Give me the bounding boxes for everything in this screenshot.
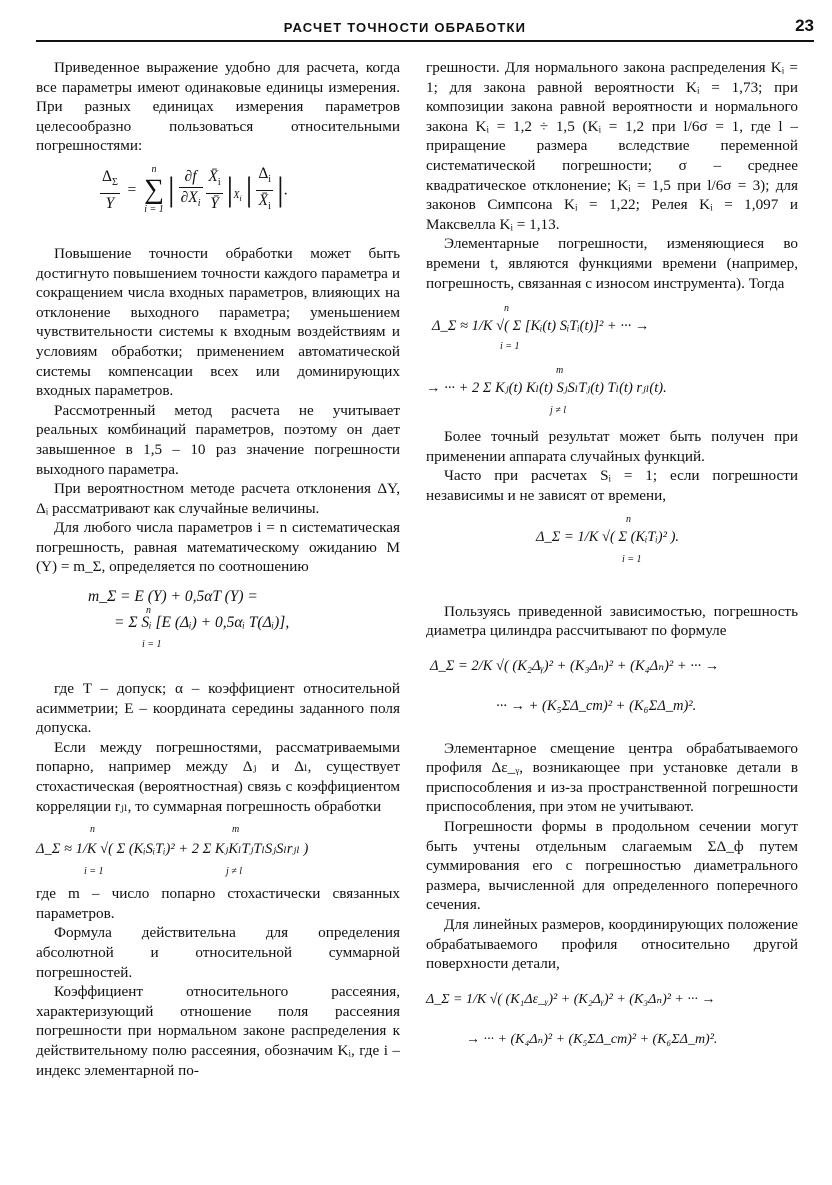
running-header: [36, 10, 814, 42]
left-paragraph-2: Повышение точности обработки может быть достигнуто повышением точности каждого параметра и сокращением числа входных параметров, влияющих на отклонение выходного параметра; уменьшением чувствительности системы к входным воздействиям и условиям обработки; применением автоматической системы компенсации всех или доминирующих входных параметров.: [36, 244, 400, 400]
running-title: РАСЧЕТ ТОЧНОСТИ ОБРАБОТКИ: [283, 20, 527, 35]
left-paragraph-5: Для любого числа параметров i = n систематическая погрешность, равная математическому ожиданию M (Y) = m_Σ, определяется по соотношению: [36, 519, 400, 576]
left-paragraph-4: При вероятностном методе расчета отклонения ΔY, Δᵢ рассматривают как случайные величины.: [36, 480, 400, 517]
right-paragraph-5: Пользуясь приведенной зависимостью, погрешность диаметра цилиндра рассчитывают по формуле: [426, 602, 798, 640]
equation-systematic-error: m_Σ = E (Y) + 0,5αT (Y) = n i = 1 = Σ Sᵢ [E (Δᵢ) + 0,5αᵢ T(Δᵢ)],: [88, 588, 290, 650]
right-paragraph-1: грешности. Для нормального закона распределения Kᵢ = 1; для закона равной вероятности Kᵢ = 1,73; при композиции закона равной вероятности и нормального закона Kᵢ = 1,2 ÷ 1,5 (Kᵢ = 1,2 при l/6σ = 1, где l – приращение размера вследствие переменной систематической погрешности; σ – среднее квадратическое отклонение; Kᵢ = 1,5 при l/6σ = 3); для законов Симпсона Kᵢ = 1,22; Релея Kᵢ = 1,097 и Максвелла Kᵢ = 1,13.: [426, 59, 798, 233]
left-paragraph-8: где m – число попарно стохастически связанных параметров.: [36, 885, 400, 922]
equation-time-dependent-error: n i = 1 Δ_Σ ≈ 1/K √( Σ [Kᵢ(t) SᵢTᵢ(t)]² + ··· → m j ≠ l → ··· + 2 Σ Kⱼ(t) Kₗ(t) SⱼSₗTⱼ(t) Tₗ(t) rⱼₗ(t).: [426, 303, 667, 417]
equation-linear-size-error: Δ_Σ = 1/K √( (K₁Δε_ᵧ)² + (K₂Δᵧ)² + (K₃Δₙ)² + ··· → → ··· + (K₄Δₙ)² + (K₅ΣΔ_ст)² + (K₆ΣΔ_т)².: [426, 991, 718, 1047]
page-number: 23: [795, 16, 814, 35]
right-paragraph-4: Часто при расчетах Sᵢ = 1; если погрешности независимы и не зависят от времени,: [426, 467, 798, 504]
left-paragraph-6: где T – допуск; α – коэффициент относительной асимметрии; E – координата середины заданного поля допуска.: [36, 680, 400, 737]
left-paragraph-1: Приведенное выражение удобно для расчета, когда все параметры имеют одинаковые единицы измерения. При разных единицах измерения параметров целесообразно пользоваться относительными погрешностями:: [36, 59, 400, 155]
right-paragraph-3: Более точный результат может быть получен при применении аппарата случайных функций.: [426, 428, 798, 465]
left-paragraph-3: Рассмотренный метод расчета не учитывает реальных комбинаций параметров, поэтому он дает завышенное в 1,5 – 10 раз значение погрешности выходного параметра.: [36, 401, 400, 478]
right-column: [426, 58, 798, 1064]
left-paragraph-10: Коэффициент относительного рассеяния, характеризующий отношение поля рассеяния погрешности при нормальном законе распределения к действительному полю рассеяния, обозначим Kᵢ, где i – индекс элементарной по-: [36, 983, 400, 1079]
equation-relative-error: $\frac{\Delta_\Sigma}{Y}$ = n ∑ i = 1 | $\frac{\partial f}{\partial X_i}$ $\frac{X̄_i}{Ȳ}$ $|_{X_i}$ | $\frac{\Delta_i}{X̄_i}$ |.: [102, 164, 288, 216]
right-paragraph-8: Для линейных размеров, координирующих положение обрабатываемого профиля относительно другой поверхности детали,: [426, 916, 798, 973]
right-paragraph-6: Элементарное смещение центра обрабатываемого профиля Δε_ᵧ, возникающее при установке детали в приспособления и из-за пространственной погрешности приспособления, при этом не учитывают.: [426, 739, 798, 816]
equation-independent-error: n i = 1 Δ_Σ = 1/K √( Σ (KᵢTᵢ)² ).: [536, 513, 680, 565]
right-paragraph-7: Погрешности формы в продольном сечении могут быть учтены отдельным слагаемым ΣΔ_ф путем суммирования его с погрешностью диаметрального размера, вычисленной для определенного поперечного сечения.: [426, 818, 798, 914]
equation-diameter-error: Δ_Σ = 2/K √( (K₂Δᵧ)² + (K₃Δₙ)² + (K₄Δₙ)² + ··· → ··· → + (K₅ΣΔ_ст)² + (K₆ΣΔ_т)².: [430, 657, 720, 714]
left-column: [36, 58, 400, 1080]
equation-correlated-error: n i = 1 m j ≠ l Δ_Σ ≈ 1/K √( Σ (KᵢSᵢTᵢ)² + 2 Σ KⱼKₗTⱼTₗSⱼSₗrⱼₗ ): [36, 824, 309, 878]
left-paragraph-9: Формула действительна для определения абсолютной и относительной суммарной погрешностей.: [36, 924, 400, 981]
right-paragraph-2: Элементарные погрешности, изменяющиеся во времени t, являются функциями времени (например, погрешность, связанная с износом инструмента). Тогда: [426, 235, 798, 292]
left-paragraph-7: Если между погрешностями, рассматриваемыми попарно, например между Δⱼ и Δₗ, существует стохастическая (вероятностная) связь с коэффициентом корреляции rⱼₗ, то суммарная погрешность обработки: [36, 738, 400, 815]
sum-symbol: n ∑ i = 1: [144, 164, 165, 216]
